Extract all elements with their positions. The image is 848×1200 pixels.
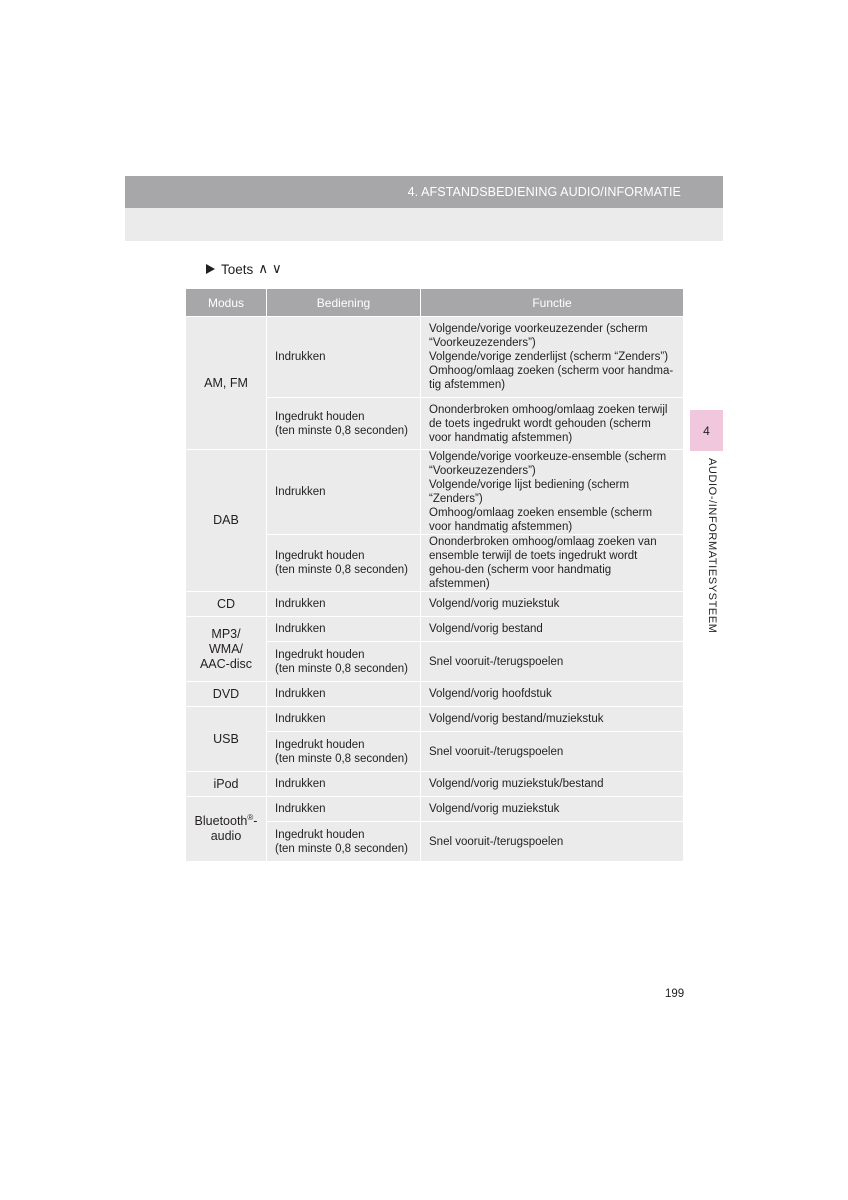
chapter-tab [690, 410, 723, 451]
table-row [186, 797, 684, 822]
function-table [185, 288, 684, 862]
mode-bluetooth-line2: audio [210, 829, 242, 843]
chapter-title: AUDIO-/INFORMATIESYSTEEM [706, 458, 718, 634]
action-cell: Indrukken [267, 797, 421, 822]
table-row [186, 450, 684, 535]
function-cell: Volgend/vorig bestand/muziekstuk [421, 707, 684, 732]
table-row [186, 707, 684, 732]
action-cell: Ingedrukt houden (ten minste 0,8 seconden) [267, 732, 421, 772]
table-row [186, 592, 684, 617]
mode-cell: iPod [186, 772, 267, 797]
function-cell: Snel vooruit-/terugspoelen [421, 642, 684, 682]
table-header-row [186, 289, 684, 317]
function-cell: Snel vooruit-/terugspoelen [421, 732, 684, 772]
registered-mark: ® [247, 812, 254, 822]
table-row [186, 317, 684, 398]
function-cell: Ononderbroken omhoog/omlaag zoeken van ensemble terwijl de toets ingedrukt wordt gehou-den (scherm voor handmatig afstemmen) [421, 535, 684, 592]
function-cell: Ononderbroken omhoog/omlaag zoeken terwijl de toets ingedrukt wordt gehouden (scherm voor handmatig afstemmen) [421, 398, 684, 450]
action-cell: Indrukken [267, 682, 421, 707]
column-header-functie: Functie [421, 289, 684, 317]
mode-cell: DVD [186, 682, 267, 707]
function-cell: Volgende/vorige voorkeuzezender (scherm “Voorkeuzezenders”) Volgende/vorige zenderlijst (scherm “Zenders”) Omhoog/omlaag zoeken (scherm voor handma-tig afstemmen) [421, 317, 684, 398]
page-number: 199 [665, 988, 685, 1000]
action-cell: Ingedrukt houden (ten minste 0,8 seconden) [267, 398, 421, 450]
action-cell: Indrukken [267, 592, 421, 617]
action-cell: Indrukken [267, 707, 421, 732]
action-cell: Indrukken [267, 772, 421, 797]
function-cell: Volgend/vorig hoofdstuk [421, 682, 684, 707]
mode-cell: USB [186, 707, 267, 772]
action-cell: Indrukken [267, 617, 421, 642]
function-cell: Volgend/vorig muziekstuk/bestand [421, 772, 684, 797]
action-cell: Ingedrukt houden (ten minste 0,8 seconden) [267, 535, 421, 592]
table-row [186, 617, 684, 642]
section-header [125, 176, 723, 208]
chapter-number: 4 [703, 423, 710, 438]
action-cell: Indrukken [267, 450, 421, 535]
mode-cell-bluetooth [186, 797, 267, 862]
function-cell: Volgend/vorig muziekstuk [421, 592, 684, 617]
column-header-bediening: Bediening [267, 289, 421, 317]
table-row [186, 772, 684, 797]
action-cell: Indrukken [267, 317, 421, 398]
mode-cell: DAB [186, 450, 267, 592]
mode-bluetooth-suffix: - [253, 814, 258, 828]
function-cell: Volgende/vorige voorkeuze-ensemble (scherm “Voorkeuzezenders”) Volgende/vorige lijst bediening (scherm “Zenders”) Omhoog/omlaag zoeken ensemble (scherm voor handmatig afstemmen) [421, 450, 684, 535]
action-cell: Ingedrukt houden (ten minste 0,8 seconden) [267, 642, 421, 682]
section-heading [206, 261, 282, 277]
table-row [186, 682, 684, 707]
function-cell: Volgend/vorig bestand [421, 617, 684, 642]
triangle-bullet-icon [206, 264, 215, 274]
function-cell: Volgend/vorig muziekstuk [421, 797, 684, 822]
mode-cell: CD [186, 592, 267, 617]
action-cell: Ingedrukt houden (ten minste 0,8 seconden) [267, 822, 421, 862]
mode-bluetooth-prefix: Bluetooth [194, 814, 248, 828]
mode-cell: AM, FM [186, 317, 267, 450]
section-title: 4. AFSTANDSBEDIENING AUDIO/INFORMATIE [407, 185, 681, 199]
heading-label: Toets [221, 261, 254, 277]
mode-cell: MP3/ WMA/ AAC-disc [186, 617, 267, 682]
section-header-band [125, 208, 723, 241]
function-cell: Snel vooruit-/terugspoelen [421, 822, 684, 862]
up-down-symbols: ∧ ∨ [258, 261, 282, 276]
column-header-modus: Modus [186, 289, 267, 317]
